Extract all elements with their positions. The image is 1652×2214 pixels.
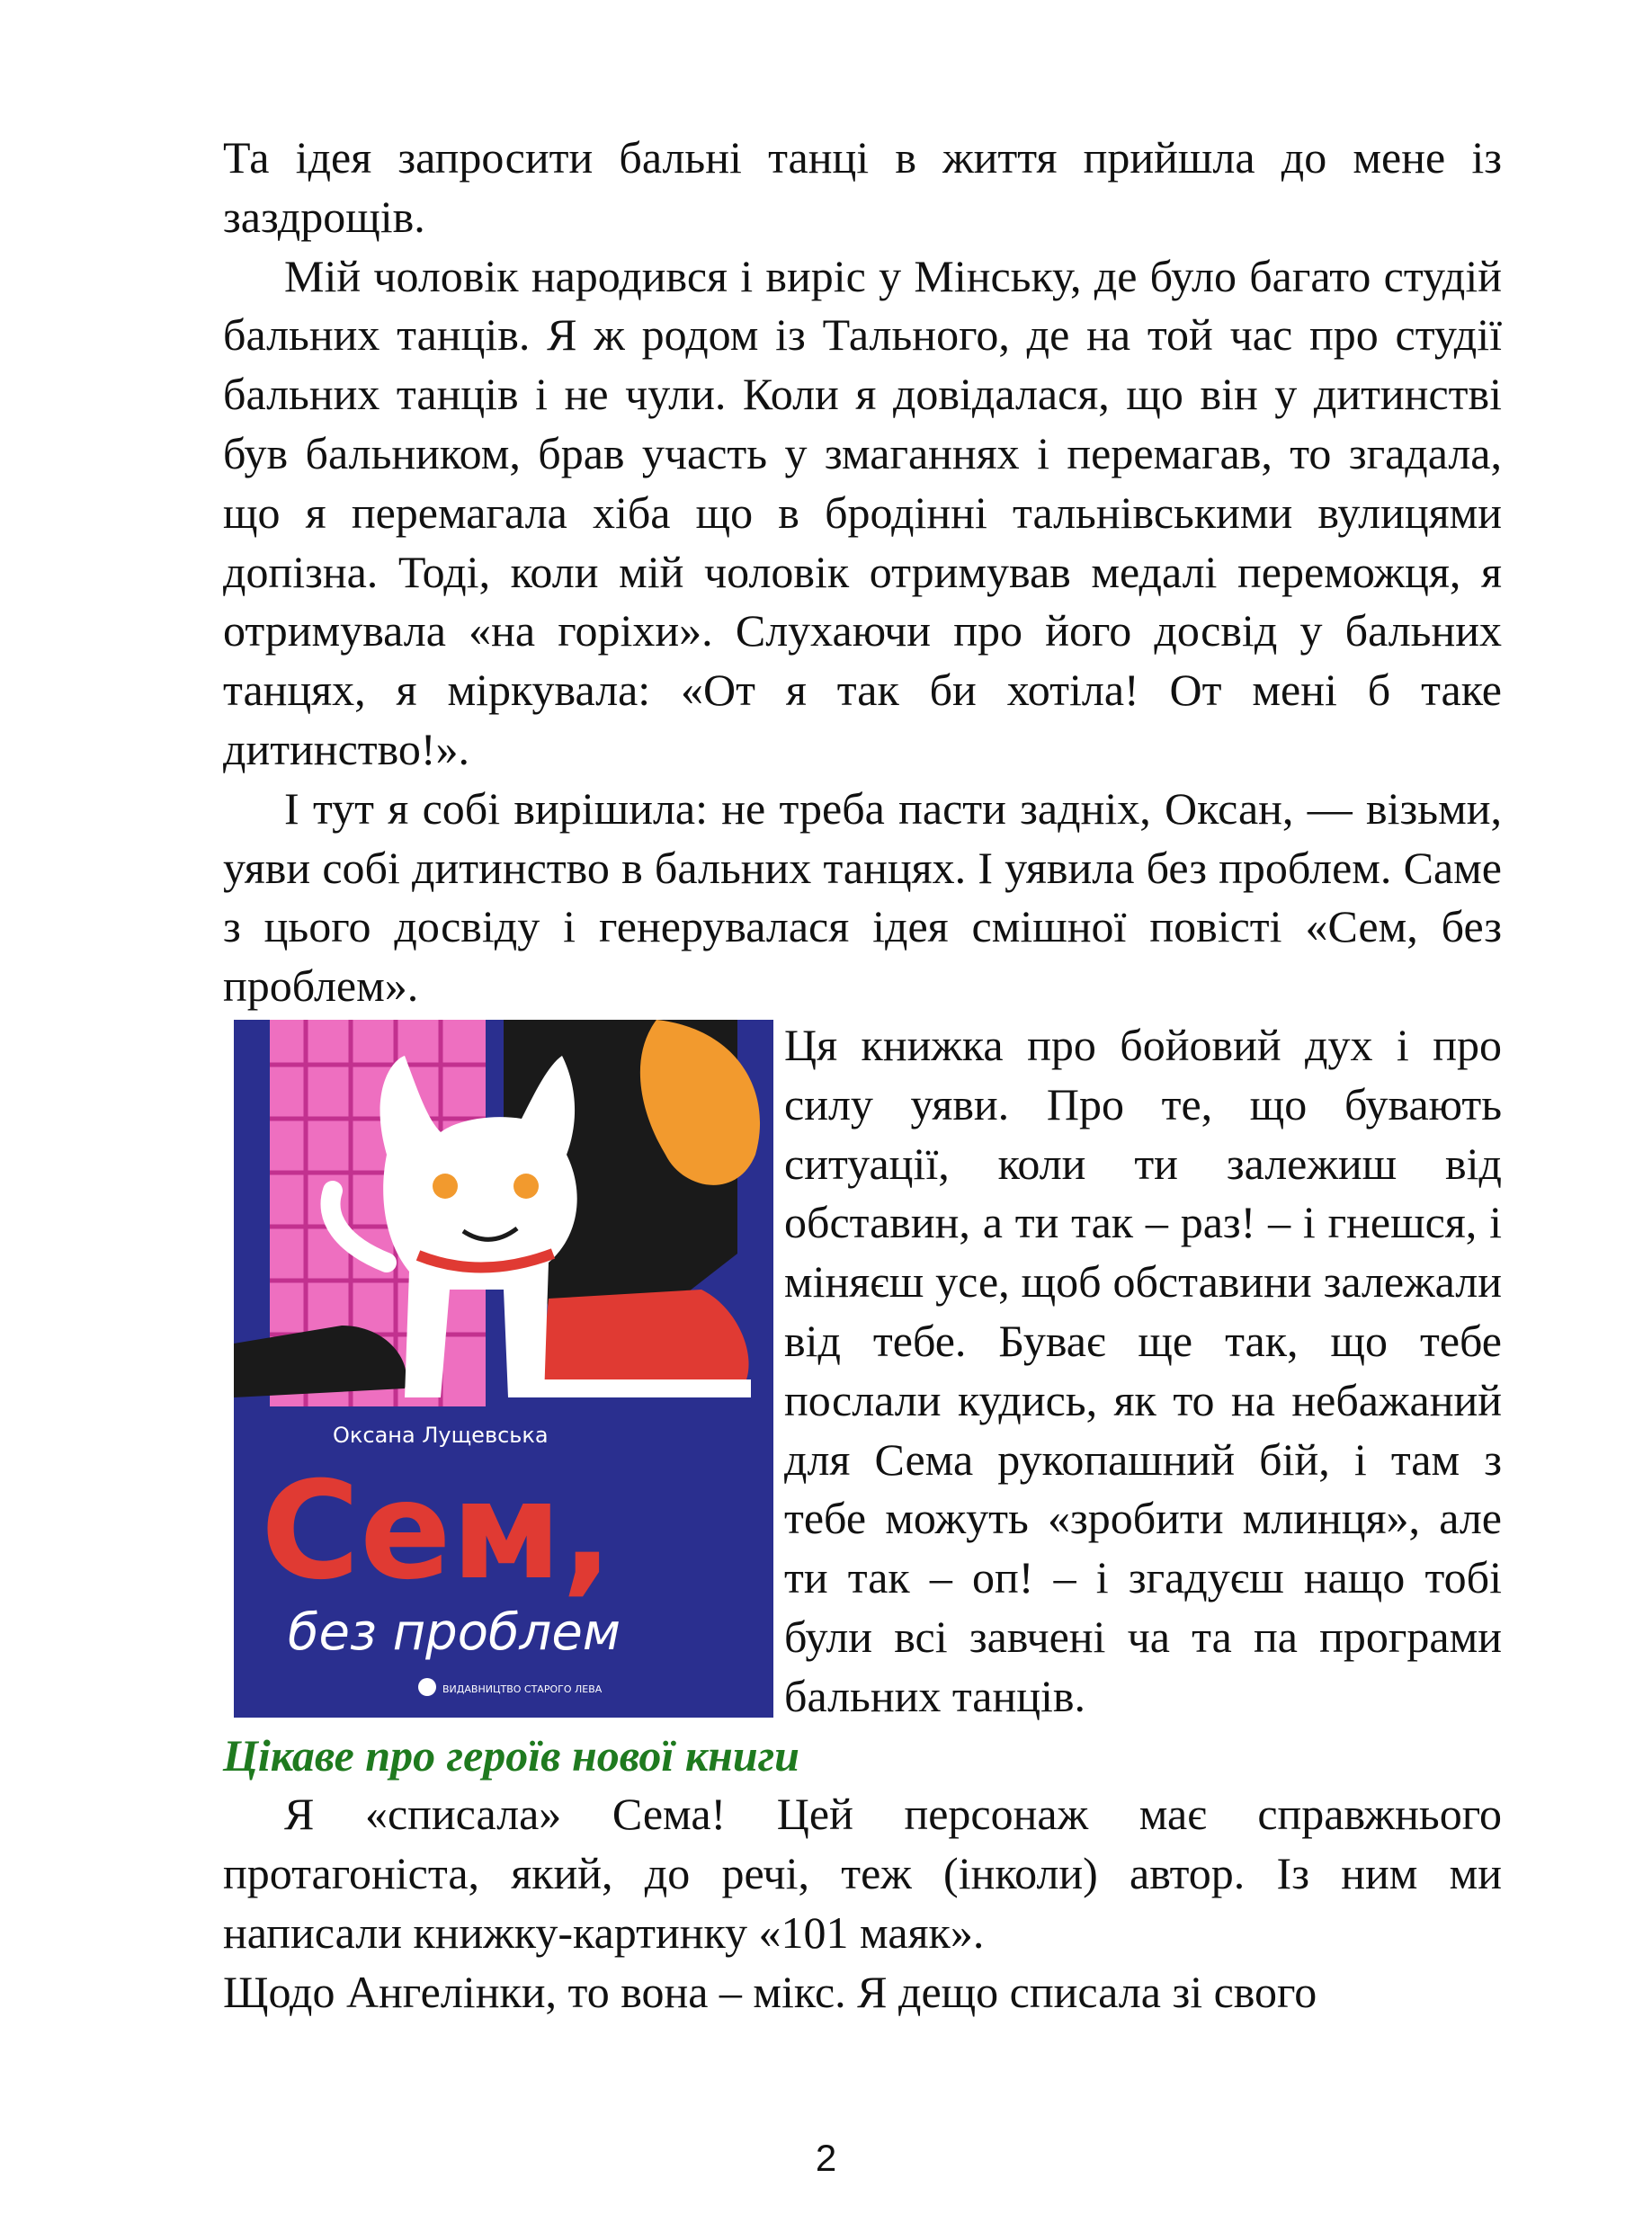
book-cover-image bbox=[234, 1020, 773, 1718]
cover-with-text bbox=[223, 1016, 1502, 1727]
section-heading: Цікаве про героїв нової книги bbox=[223, 1729, 799, 1781]
cover-subtitle: без проблем bbox=[288, 1602, 621, 1662]
paragraph-4: Ця книжка про бойовий дух і про силу уяви. Про те, що бувають ситуації, коли ти залежиш від обставин, а ти так – раз! – і гнешся, і міняєш усе, щоб обставини залежали від тебе. Буває ще так, що тебе послали кудись, як то на небажаний для Сема рукопашний бій, і там з тебе можуть «зробити млинця», але ти так – оп! – і згадуєш нащо тобі були всі завчені ча та па програми бальних танців. bbox=[784, 1019, 1502, 1721]
cover-author: Оксана Лущевська bbox=[333, 1422, 549, 1448]
paragraph-6: Щодо Ангелінки, то вона – мікс. Я дещо списала зі свого bbox=[223, 1966, 1317, 2017]
cover-publisher: ВИДАВНИЦТВО СТАРОГО ЛЕВА bbox=[442, 1683, 603, 1695]
cover-title: Сем, bbox=[261, 1452, 613, 1610]
paragraph-5: Я «списала» Сема! Цей персонаж має справжнього протагоніста, який, до речі, теж (інколи) автор. Із ним ми написали книжку-картинку «101 маяк». bbox=[223, 1789, 1502, 1958]
page-number: 2 bbox=[815, 2137, 837, 2179]
paragraph-3: І тут я собі вирішила: не треба пасти задніх, Оксан, — візьми, уяви собі дитинство в бальних танцях. І уявила без проблем. Саме з цього досвіду і генерувалася ідея смішної повісті «Сем, без проблем». bbox=[223, 782, 1502, 1012]
paragraph-2: Мій чоловік народився і виріс у Мінську, де було багато студій бальних танців. Я ж родом із Тального, де на той час про студії бальних танців і не чули. Коли я довідалася, що він у дитинстві був бальником, брав участь у змаганнях і перемагав, то згадала, що я перемагала хіба що в бродінні тальнівськими вулицями допізна. Тоді, коли мій чоловік отримував медалі переможця, я отримувала «на горіхи». Слухаючи про його досвід у бальних танцях, я міркувала: «От я так би хотіла! От мені б таке дитинство!». bbox=[223, 250, 1502, 774]
paragraph-1: Та ідея запросити бальні танці в життя прийшла до мене із заздрощів. bbox=[223, 132, 1502, 242]
text-column bbox=[223, 129, 1502, 2022]
